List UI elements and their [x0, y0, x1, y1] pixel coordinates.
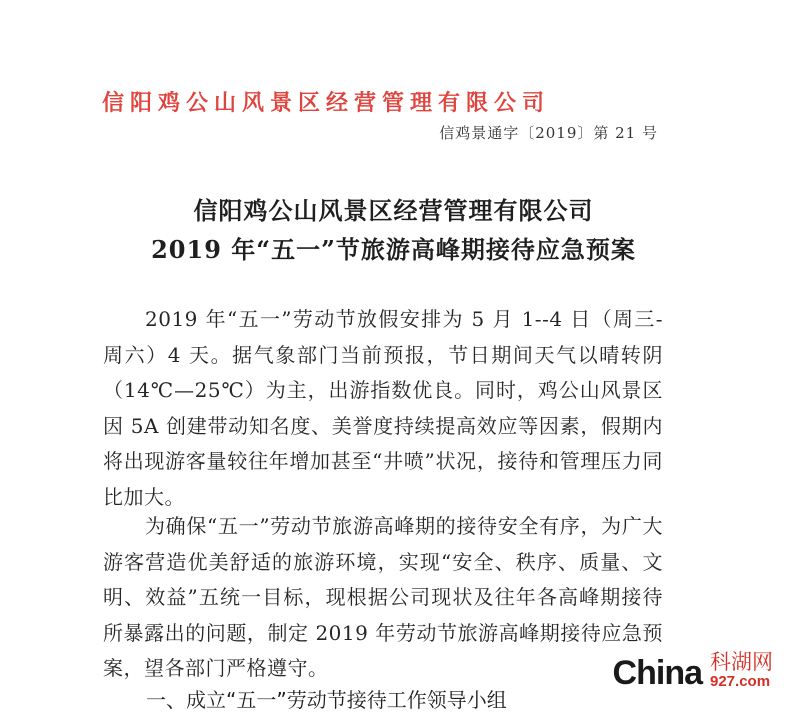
- section-heading-1: 一、成立“五一”劳动节接待工作领导小组: [146, 688, 507, 712]
- document-title-line1: 信阳鸡公山风景区经营管理有限公司: [193, 196, 594, 225]
- watermark-brand-cn: 科湖网: [710, 650, 773, 674]
- issuing-organization-header: 信阳鸡公山风景区经营管理有限公司: [102, 90, 551, 116]
- document-number: 信鸡景通字〔2019〕第 21 号: [439, 124, 658, 142]
- watermark-number: 927.com: [710, 673, 771, 690]
- watermark-side: [710, 650, 773, 690]
- body-paragraph-2: 为确保“五一”劳动节旅游高峰期的接待安全有序，为广大游客营造优美舒适的旅游环境，实现“安全、秩序、质量、文明、效益”五统一目标，现根据公司现状及往年各高峰期接待所暴露出的问题，制定 2019 年劳动节旅游高峰期接待应急预案，望各部门严格遵守。: [103, 514, 663, 680]
- site-watermark-logo: [613, 650, 773, 690]
- body-paragraph-1: 2019 年“五一”劳动节放假安排为 5 月 1--4 日（周三-周六）4 天。据气象部门当前预报，节日期间天气以晴转阴（14℃—25℃）为主，出游指数优良。同时，鸡公山风景区因 5A 创建带动知名度、美誉度持续提高效应等因素，假期内将出现游客量较往年增加甚至“井喷”状况，接待和管理压力同比加大。: [103, 307, 663, 509]
- document-title-line2: 2019 年“五一”节旅游高峰期接待应急预案: [151, 235, 636, 264]
- watermark-brand-en: China: [612, 654, 702, 692]
